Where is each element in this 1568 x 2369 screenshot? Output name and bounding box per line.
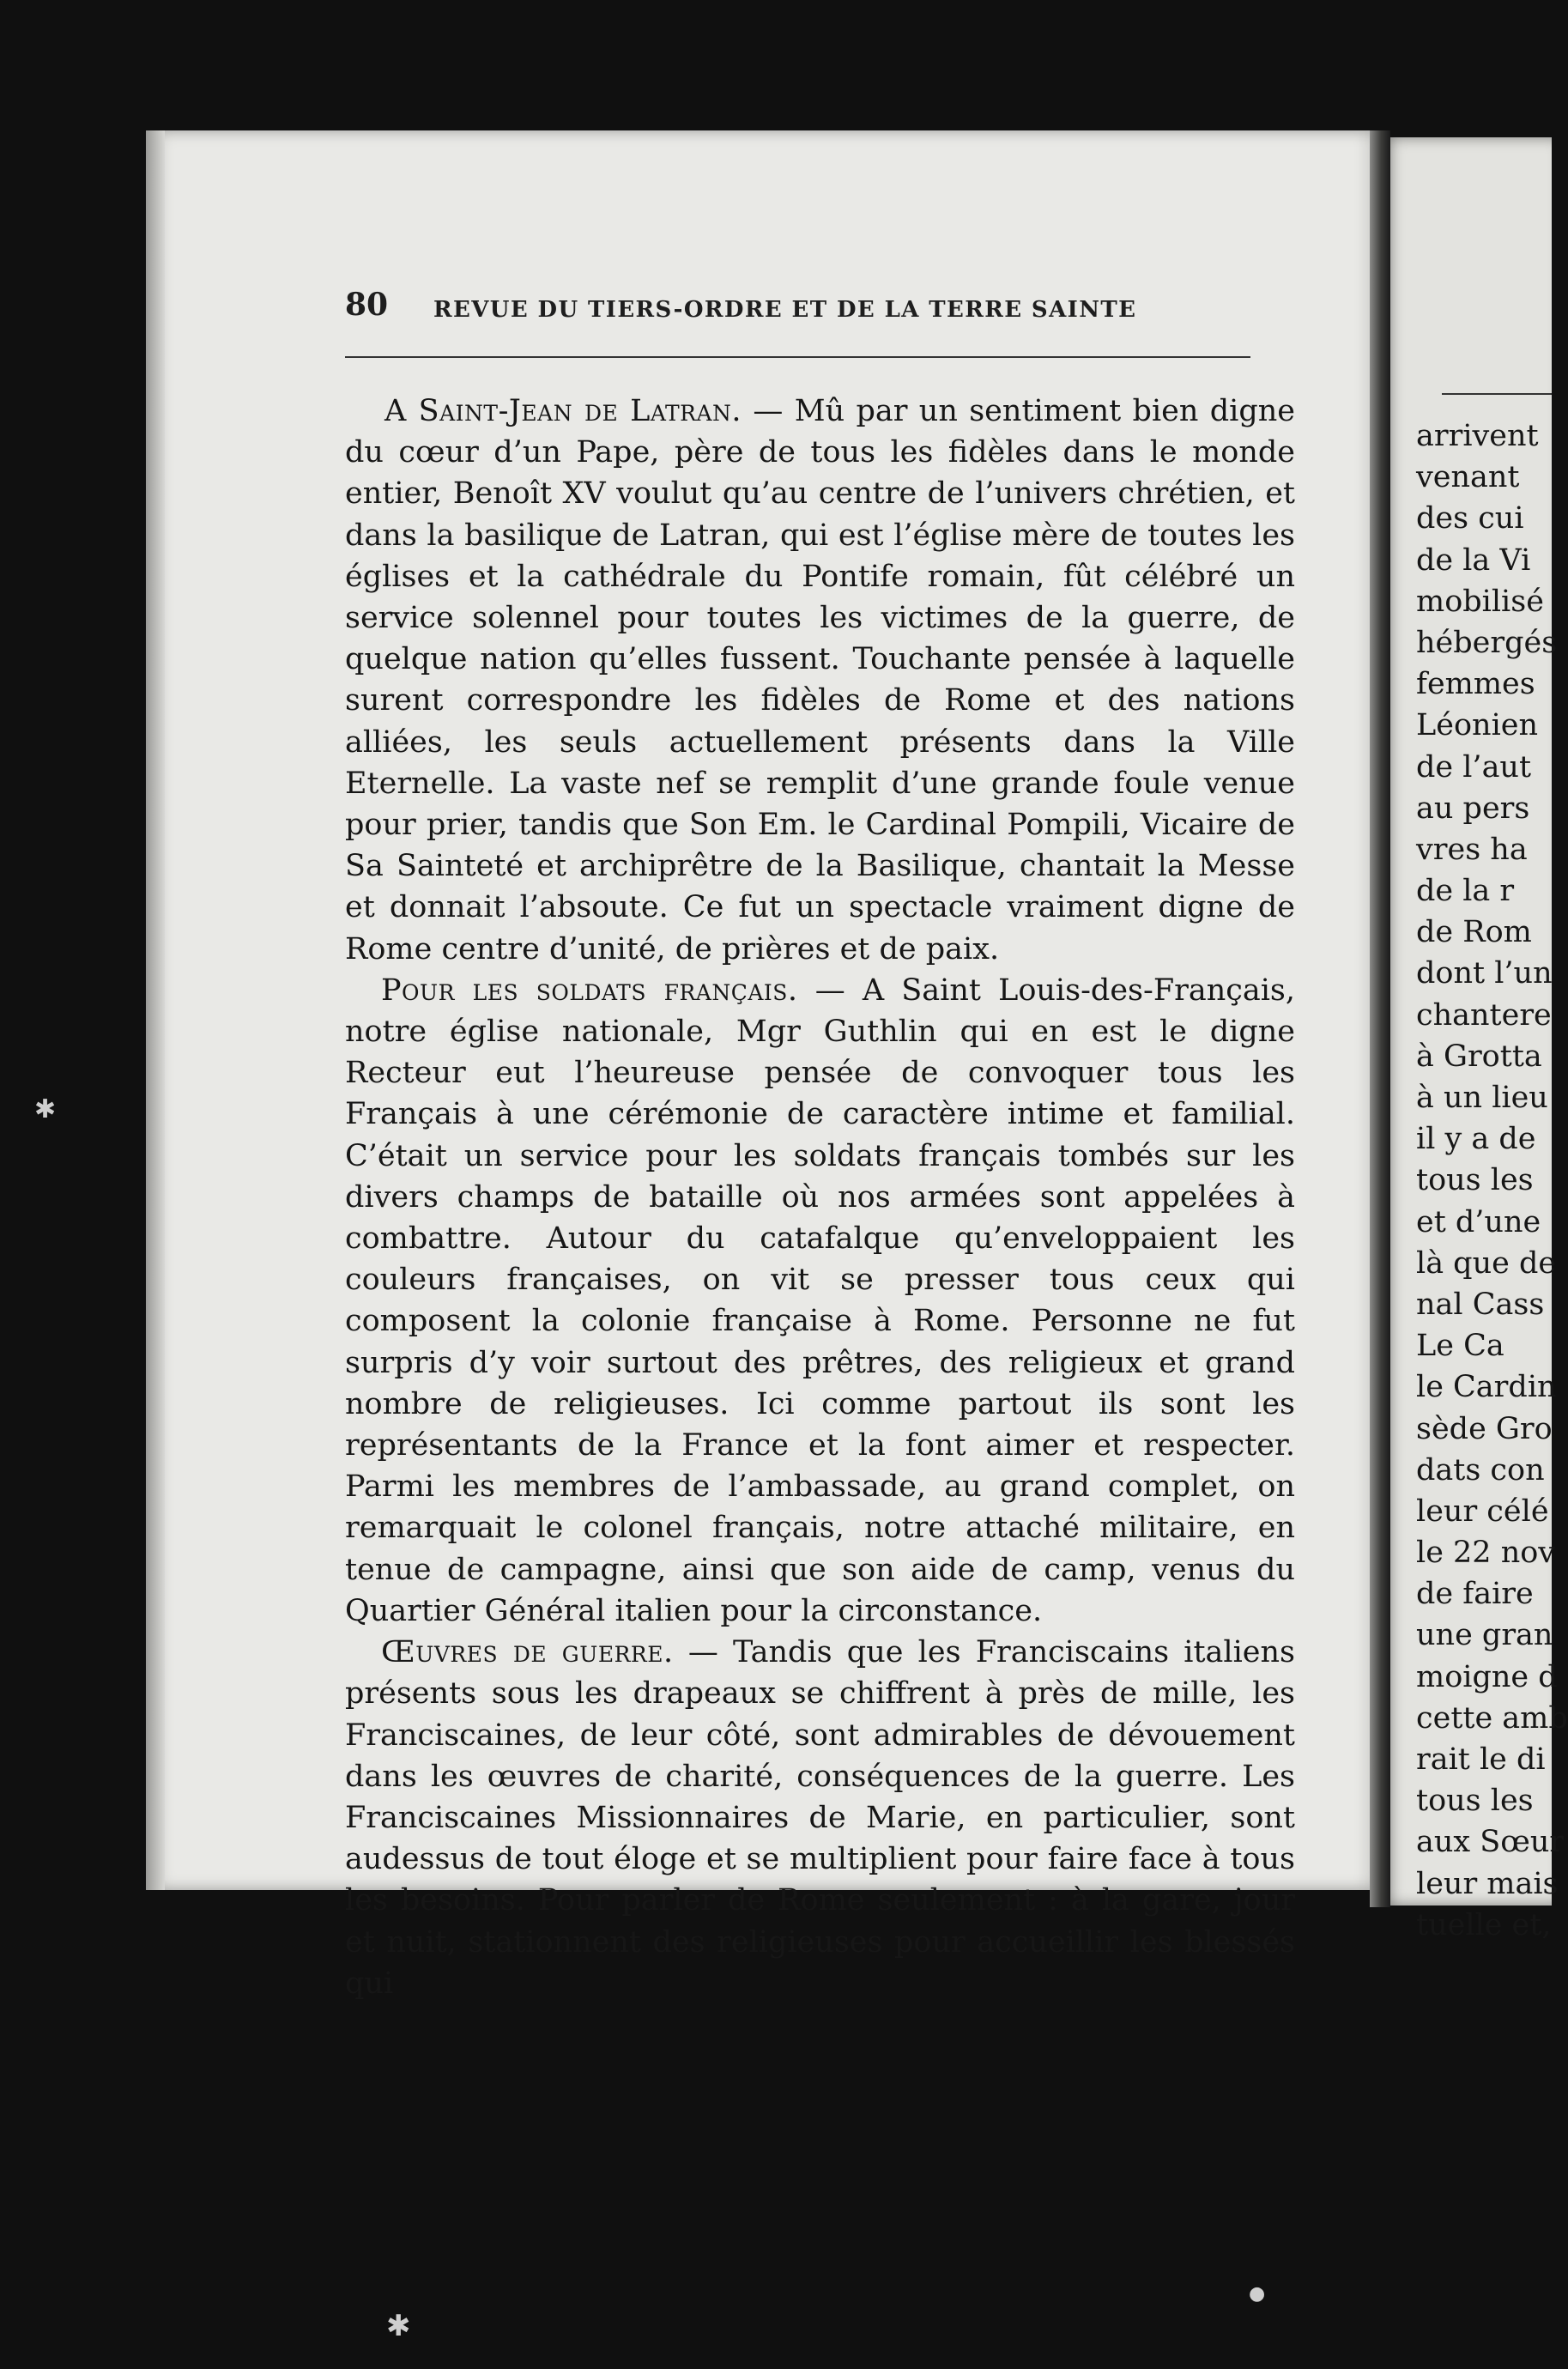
paragraph-text: — Mû par un sentiment bien digne du cœur d’un Pape, père de tous les fidèles dans le monde entier, Benoît XV voulut qu’au centre de l’univers chrétien, et dans la basilique de Latran, qui est l’église mère de toutes les églises et la cathédrale du Pontife romain, fût célébré un service solennel pour toutes les victimes de la guerre, de quelque nation qu’elles fussent. Touchante pensée à laquelle surent correspondre les fidèles de Rome et des nations alliées, les seuls actuellement présents dans la Ville Eternelle. La vaste nef se remplit d’une grande foule venue pour prier, tandis que Son Em. le Cardinal Pompili, Vicaire de Sa Sainteté et archiprêtre de la Basilique, chantait la Messe et donnait l’absoute. Ce fut un spectacle vraiment digne de Rome centre d’unité, de prières et de paix. xyxy=(345,394,1295,966)
paragraph-text: — A Saint Louis-des-Français, notre église nationale, Mgr Guthlin qui en est le digne Recteur eut l’heureuse pensée de convoquer tous les Français à une cérémonie de caractère intime et familial. C’était un service pour les soldats français tombés sur les divers champs de bataille où nos armées sont appelées à combattre. Autour du catafalque qu’enveloppaient les couleurs françaises, on vit se presser tous ceux qui composent la colonie française à Rome. Personne ne fut surpris d’y voir surtout des prêtres, des religieux et grand nombre de religieuses. Ici comme partout ils sont les représentants de la France et la font aimer et respecter. Parmi les membres de l’ambassade, au grand complet, on remarquait le colonel français, notre attaché militaire, en tenue de campagne, ainsi que son aide de camp, venus du Quartier Général italien pour la circonstance. xyxy=(345,972,1295,1628)
paragraph-oeuvres xyxy=(345,1632,1295,2004)
facing-page-line: des cui xyxy=(1416,501,1524,536)
facing-page-line: le 22 nov xyxy=(1416,1536,1556,1571)
facing-page-line: de faire xyxy=(1416,1577,1534,1612)
paragraph-lead: Œuvres de guerre. xyxy=(381,1635,674,1670)
facing-page-line: au pers xyxy=(1416,791,1530,826)
facing-page-line: sède Gro xyxy=(1416,1411,1553,1446)
facing-page-line: hébergés xyxy=(1416,625,1558,660)
facing-page-line: femmes xyxy=(1416,667,1535,702)
facing-page-line: à un lieu xyxy=(1416,1081,1548,1115)
facing-page-line: de la r xyxy=(1416,874,1515,909)
facing-page-line: leur célé xyxy=(1416,1494,1549,1529)
facing-page-line: de la Vi xyxy=(1416,542,1531,578)
page-edge-shadow xyxy=(146,130,165,1890)
facing-page-line: Le Ca xyxy=(1416,1329,1504,1364)
facing-page-line: cette amb xyxy=(1416,1700,1568,1736)
facing-page-line: dats con xyxy=(1416,1452,1545,1487)
page-number: 80 xyxy=(345,287,389,323)
facing-page-line: de Rom xyxy=(1416,915,1532,950)
facing-page-line: là que de xyxy=(1416,1245,1557,1281)
gutter-shadow xyxy=(1370,130,1390,1907)
speck-mark: ✱ xyxy=(34,1094,57,1124)
paragraph-soldats xyxy=(345,970,1295,1632)
facing-page-rule xyxy=(1442,393,1552,395)
facing-page-line: tous les xyxy=(1416,1163,1534,1198)
paragraph-saint-jean xyxy=(345,391,1295,970)
facing-page-line: mobilisé xyxy=(1416,584,1544,619)
facing-page-line: le Cardin xyxy=(1416,1370,1557,1405)
facing-page-line: de l’aut xyxy=(1416,749,1532,785)
paragraph-lead: Pour les soldats français. xyxy=(381,972,798,1008)
running-title: REVUE DU TIERS-ORDRE ET DE LA TERRE SAINTE xyxy=(433,297,1137,323)
facing-page-line: tuelle et, xyxy=(1416,1907,1552,1942)
facing-page-line: à Grotta xyxy=(1416,1039,1542,1074)
running-header xyxy=(345,287,1250,331)
header-rule xyxy=(345,356,1250,358)
facing-page-line: tous les xyxy=(1416,1784,1534,1819)
facing-page-line: nal Cass xyxy=(1416,1287,1545,1322)
facing-page-line: et d’une xyxy=(1416,1204,1541,1239)
facing-page-line: dont l’un xyxy=(1416,956,1553,991)
facing-page-line: arrivent xyxy=(1416,419,1539,453)
speck-mark: ● xyxy=(1249,2283,1266,2305)
facing-page-line: chantere xyxy=(1416,997,1552,1033)
paragraph-text: — Tandis que les Franciscains italiens présents sous les drapeaux se chiffrent à près de mille, les Franciscaines, de leur côté, sont admirables de dévouement dans les œuvres de charité, conséquences de la guerre. Les Franciscaines Missionnaires de Marie, en particulier, sont audessus de tout éloge et se multiplient pour faire face à tous les besoins. Pour parler de Rome seulement : à la gare, jour et nuit, stationnent des religieuses pour accueillir les blessés qui xyxy=(345,1635,1295,2001)
facing-page-line: une gran xyxy=(1416,1618,1553,1653)
facing-page-line: moigne d xyxy=(1416,1659,1558,1694)
facing-page-line: Léonien xyxy=(1416,708,1539,743)
facing-page-line: leur mais xyxy=(1416,1866,1559,1901)
facing-page-line: venant xyxy=(1416,460,1520,495)
speck-mark: ✱ xyxy=(386,2309,411,2343)
facing-page-line: il y a de xyxy=(1416,1122,1536,1157)
facing-page-line: rait le di xyxy=(1416,1742,1546,1777)
article-body xyxy=(345,391,1295,2004)
paragraph-lead: A Saint-Jean de Latran. xyxy=(384,394,742,428)
facing-page-line: aux Sœur xyxy=(1416,1825,1565,1860)
facing-page-text xyxy=(1416,415,1568,1946)
facing-page-line: vres ha xyxy=(1416,832,1528,867)
